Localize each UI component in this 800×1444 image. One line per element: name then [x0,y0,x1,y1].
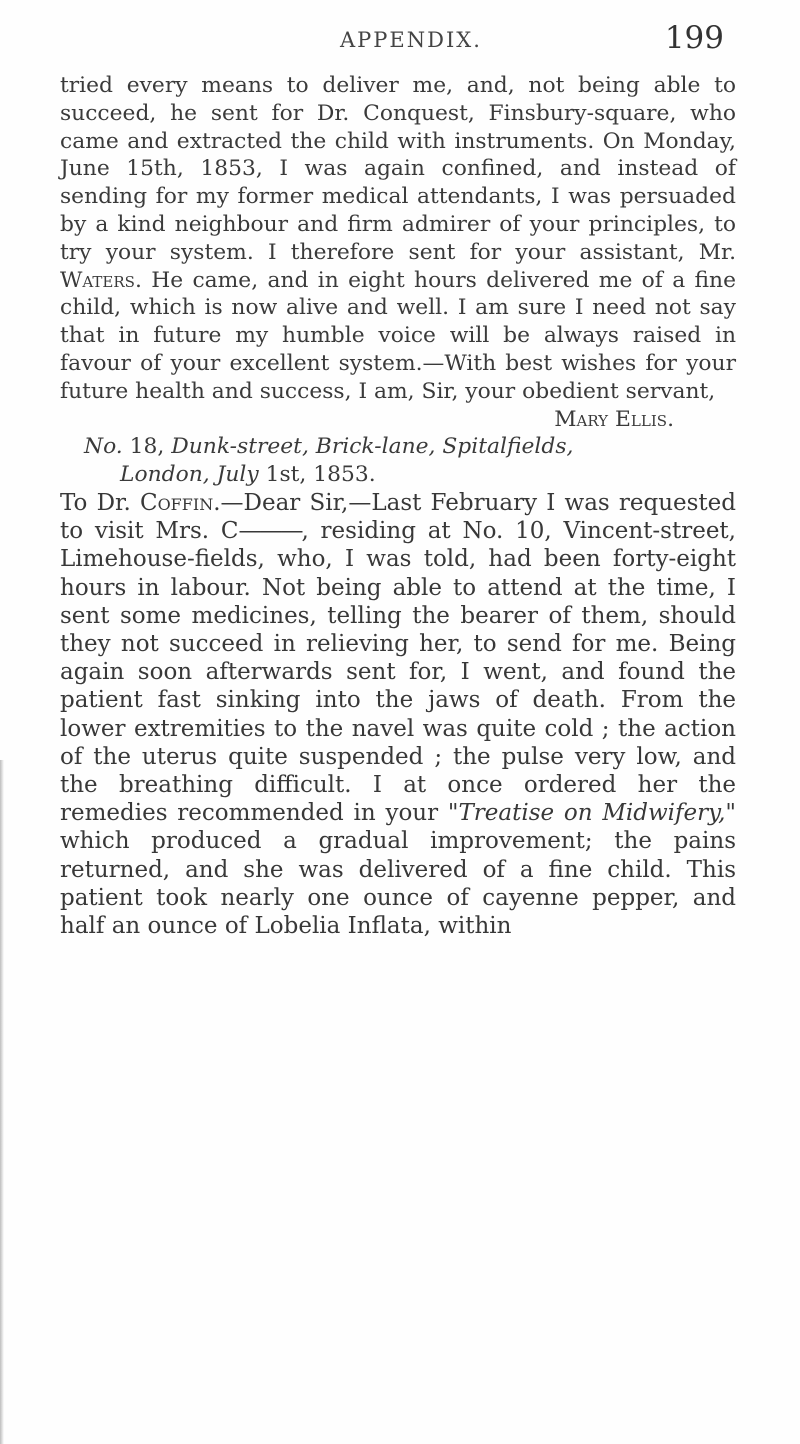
address-street: Dunk-street, Brick-lane, Spitalfields, [171,434,574,460]
salutation-to: To Dr. [60,489,131,516]
address-date: 1st, 1853. [258,462,376,488]
letter-ellis-text-cont: . He came, and in eight hours delivered me of a fine child, which is now alive and well. I am sure I need not say that in future my humble voice will be always raised in favour of your excellent system.—With best wishes for your future health and success, I am, Sir, your obedient servant, [60,267,736,404]
signature [554,406,674,434]
address-prefix: No. [84,434,123,460]
body-text [60,72,736,940]
letter-ellis-paragraph [60,72,736,432]
address-city: London, July [120,462,259,488]
letter-coffin-text-1: , residing at No. 10, Vincent-street, Limehouse-fields, who, I was told, had been forty-eight hours in labour. Not being able to attend at the time, I sent some medicines, telling the bearer of them, should they not succeed in relieving her, to send for me. Being again soon afterwards sent for, I went, and found the patient fast sinking into the jaws of death. From the lower extremities to the navel was quite cold ; the action of the uterus quite suspended ; the pulse very low, and the breathing difficult. I at once ordered her the remedies recommended in your " [60,518,736,827]
address-number: 18, [122,434,172,460]
signature-period: . [667,406,674,432]
running-title: APPENDIX. [340,28,482,52]
page-number: 199 [664,20,724,56]
letter-coffin-text-2: " which produced a gradual improvement; the pains returned, and she was delivered of a fine child. This patient took nearly one ounce of cayenne pepper, and half an ounce of Lobelia Inflata, within [60,800,736,939]
blank-dash: ——— [238,518,302,545]
letter-coffin-paragraph [60,489,736,940]
treatise-title: Treatise on Midwifery, [458,800,726,827]
address-line-2 [60,461,736,489]
page-edge-shadow [0,760,4,1444]
letter-ellis-text: tried every means to deliver me, and, not being able to succeed, he sent for Dr. Conquest, Finsbury-square, who came and extracted the child with instruments. On Monday, June 15th, 1853, I was again confined, and instead of sending for my former medical attendants, I was persuaded by a kind neighbour and firm admirer of your principles, to try your system. I therefore sent for your assistant, Mr. [60,73,736,265]
salutation-name: Coffin [139,489,214,516]
address-line-1 [60,433,736,461]
salutation-rest: .—Dear Sir,—Last February I was requested to visit Mrs. C [60,489,737,545]
signature-name: Mary Ellis [554,406,668,432]
running-head [58,20,800,60]
assistant-name: Waters [60,267,135,293]
